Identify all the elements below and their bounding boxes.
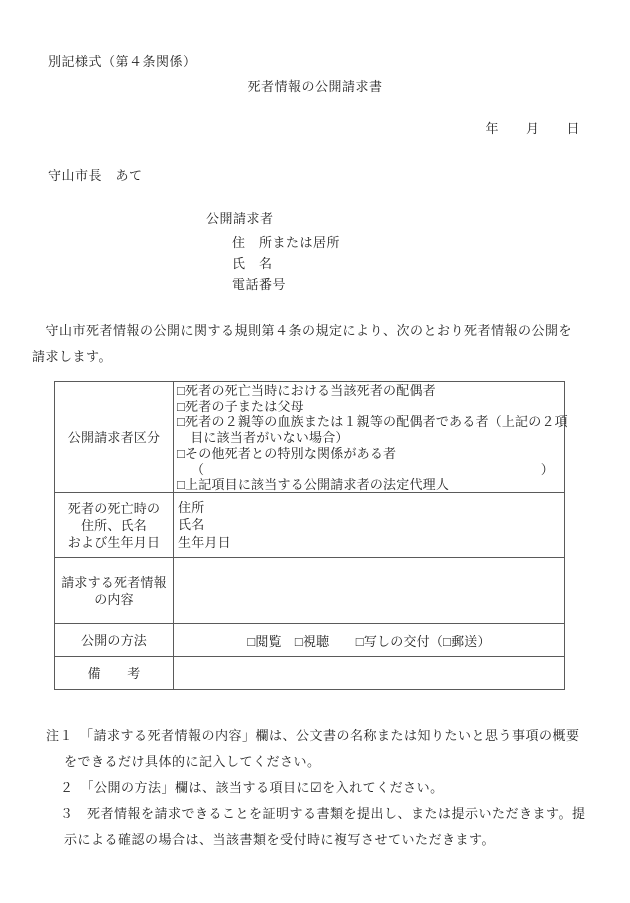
requester-heading: 公開請求者 [206, 211, 274, 226]
row-label-text: 請求する死者情報 [61, 574, 167, 590]
requester-phone-label: 電話番号 [232, 277, 287, 292]
note-3-line-2: 示による確認の場合は、当該書類を受付時に複写させていただきます。 [64, 832, 495, 847]
note-2: ２ 「公開の方法」欄は、該当する項目に☑を入れてください。 [60, 780, 444, 795]
addressee-line: 守山市長 あて [48, 168, 143, 183]
special-relation-blank-field[interactable] [177, 462, 564, 478]
paren-open: （ [191, 461, 205, 477]
form-style-label: 別記様式（第４条関係） [48, 54, 197, 69]
table-row-requested-info [55, 557, 564, 623]
table-row-disclosure-method [55, 623, 564, 656]
row-label-text: 死者の死亡時の [67, 500, 161, 516]
deceased-info-input-area[interactable] [174, 493, 564, 557]
option-continuation-line: 目に該当者がいない場合） [177, 430, 349, 446]
document-title: 死者情報の公開請求書 [247, 79, 383, 94]
row-label-text: 住所、氏名 [80, 517, 147, 533]
checkbox-option-legal-representative[interactable]: □上記項目に該当する公開請求者の法定代理人 [177, 477, 450, 493]
body-paragraph-line: 請求します。 [32, 349, 112, 364]
requester-address-label: 住 所または居所 [232, 235, 341, 250]
table-row-remarks [55, 656, 564, 689]
requested-info-input-area[interactable] [174, 558, 564, 623]
note-1-line-2: をできるだけ具体的に記入してください。 [64, 754, 321, 769]
note-3-line-1: ３ 死者情報を請求できることを証明する書類を提出し、または提示いただきます。提 [60, 806, 586, 821]
disclosure-method-checkboxes[interactable]: □閲覧 □視聴 □写しの交付（□郵送） [247, 633, 491, 649]
row-label-text: 備 考 [87, 665, 141, 681]
row-label-text: 公開請求者区分 [67, 429, 161, 445]
request-form-table [54, 381, 568, 690]
row-label-text: および生年月日 [67, 534, 161, 550]
paren-close: ） [540, 461, 554, 477]
deceased-name-label: 氏名 [178, 517, 205, 533]
row-label-disclosure-method [55, 624, 174, 656]
checkbox-option-spouse[interactable]: □死者の死亡当時における当該死者の配偶者 [177, 383, 436, 398]
requester-name-label: 氏 名 [232, 256, 273, 271]
requester-category-options [174, 382, 568, 493]
row-label-requested-info [55, 558, 174, 623]
table-row-deceased-info [55, 492, 564, 557]
disclosure-method-options[interactable] [174, 624, 564, 656]
body-paragraph-line: 守山市死者情報の公開に関する規則第４条の規定により、次のとおり死者情報の公開を [32, 323, 573, 338]
note-1-line-1: 注１ 「請求する死者情報の内容」欄は、公文書の名称または知りたいと思う事項の概要 [46, 728, 580, 743]
row-label-deceased-info [55, 493, 174, 557]
date-line: 年 月 日 [485, 121, 580, 136]
checkbox-option-relative[interactable]: □死者の２親等の血族または１親等の配偶者である者（上記の２項 [177, 414, 568, 430]
row-label-text: の内容 [94, 591, 134, 607]
deceased-address-label: 住所 [178, 500, 205, 516]
checkbox-option-child-parent[interactable]: □死者の子または父母 [177, 398, 304, 414]
deceased-birthdate-label: 生年月日 [178, 534, 231, 550]
table-row-requester-category [55, 382, 568, 493]
checkbox-option-special-relation[interactable]: □その他死者との特別な関係がある者 [177, 445, 397, 461]
remarks-input-area[interactable] [174, 657, 564, 689]
row-label-remarks [55, 657, 174, 689]
row-label-requester-category [55, 382, 174, 492]
row-label-text: 公開の方法 [80, 632, 147, 648]
